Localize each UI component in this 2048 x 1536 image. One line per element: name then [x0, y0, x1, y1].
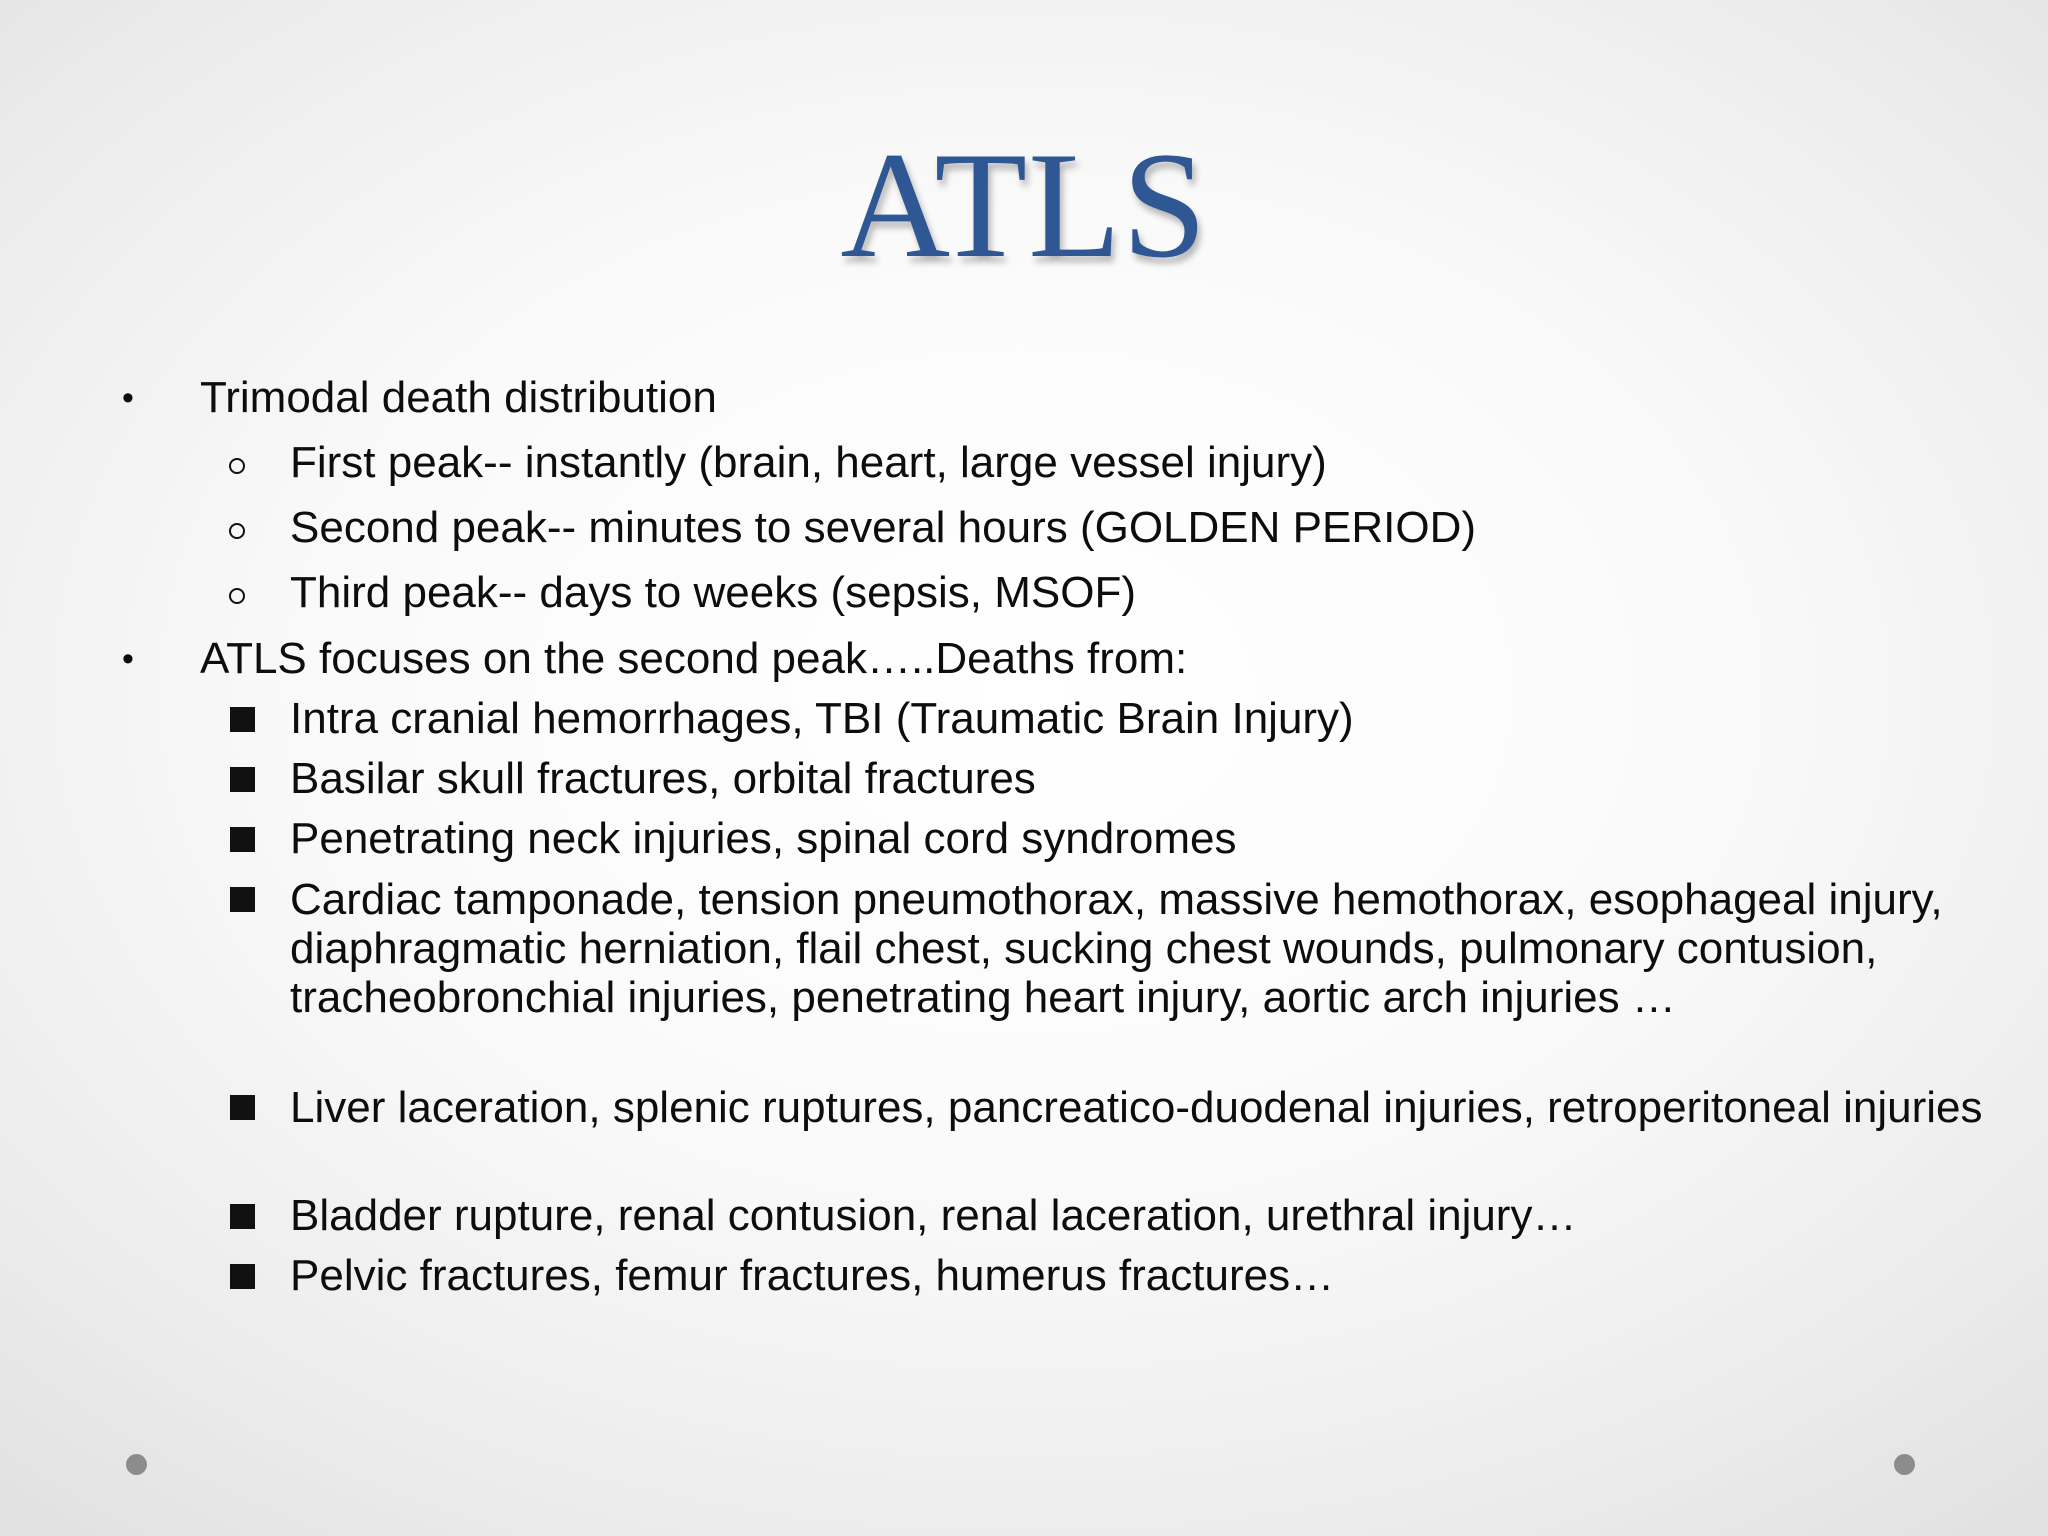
square-bullet-icon — [230, 827, 255, 852]
peak-item-text: Second peak-- minutes to several hours (GOLDEN PERIOD) — [290, 503, 1477, 552]
square-bullet-icon — [230, 1264, 255, 1289]
peak-item-text: Third peak-- days to weeks (sepsis, MSOF) — [290, 568, 1137, 617]
square-bullet-icon — [230, 1204, 255, 1229]
injury-item-text: Cardiac tamponade, tension pneumothorax, massive hemothorax, esophageal injury, diaphragmatic herniation, flail chest, sucking chest wounds, pulmonary contusion, tracheobronchial injuries, penetrating heart injury, aortic arch injuries … — [290, 875, 1943, 1022]
injury-item-text: Basilar skull fractures, orbital fractures — [290, 754, 1036, 803]
hollow-circle-icon — [229, 588, 245, 604]
bullet-atls-focus-text: ATLS focuses on the second peak…..Deaths from: — [200, 634, 1188, 683]
injury-item-text: Liver laceration, splenic ruptures, pancreatico-duodenal injuries, retroperitoneal injuries — [290, 1083, 1983, 1132]
corner-dot-right-icon — [1894, 1454, 1915, 1475]
hollow-circle-icon — [229, 523, 245, 539]
injury-item-text: Bladder rupture, renal contusion, renal laceration, urethral injury… — [290, 1191, 1577, 1240]
slide-title: ATLS — [840, 121, 1208, 289]
bullet-trimodal-text: Trimodal death distribution — [200, 373, 717, 422]
injury-item-text: Penetrating neck injuries, spinal cord syndromes — [290, 814, 1237, 863]
square-bullet-icon — [230, 707, 255, 732]
peak-item-text: First peak-- instantly (brain, heart, large vessel injury) — [290, 438, 1327, 487]
square-bullet-icon — [230, 1095, 255, 1120]
injury-item-text: Pelvic fractures, femur fractures, humerus fractures… — [290, 1251, 1335, 1300]
corner-dot-left-icon — [126, 1454, 147, 1475]
bullet-dot-icon: • — [122, 379, 134, 417]
injury-item-text: Intra cranial hemorrhages, TBI (Traumatic Brain Injury) — [290, 694, 1354, 743]
bullet-dot-icon: • — [122, 640, 134, 678]
hollow-circle-icon — [229, 458, 245, 474]
square-bullet-icon — [230, 887, 255, 912]
square-bullet-icon — [230, 767, 255, 792]
